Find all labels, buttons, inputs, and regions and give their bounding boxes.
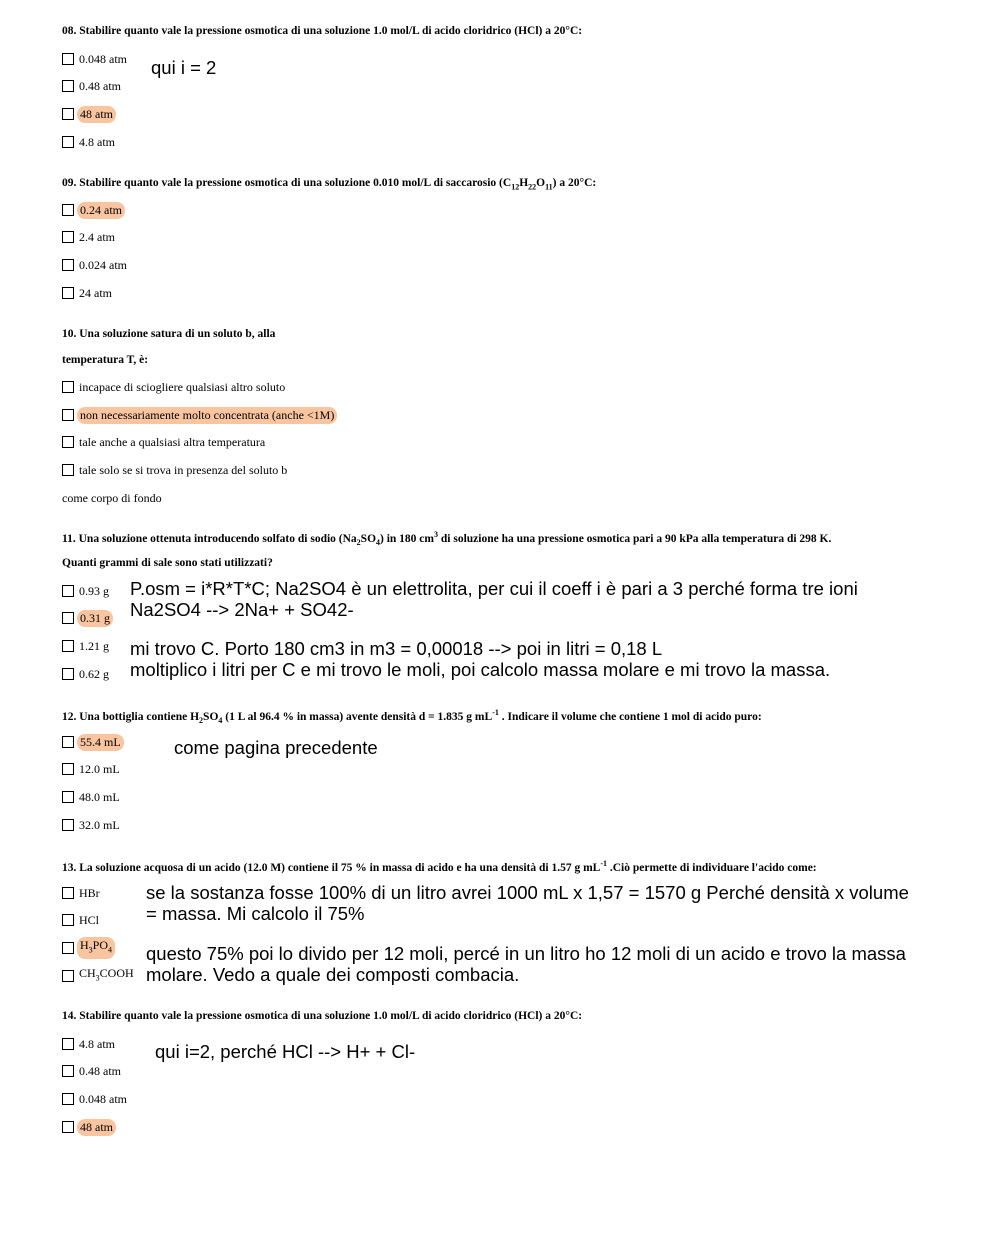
q13-note-4: molare. Vedo a quale dei composti combacia.: [146, 964, 520, 985]
q09-option-3[interactable]: [62, 256, 129, 274]
superscript: -1: [492, 708, 499, 717]
subscript: 11: [545, 182, 553, 192]
q09-option-2[interactable]: [62, 228, 117, 246]
checkbox[interactable]: [62, 970, 74, 982]
checkbox[interactable]: [62, 231, 74, 243]
subscript: 2: [199, 716, 204, 726]
q13-note-3: questo 75% poi lo divido per 12 moli, percé in un litro ho 12 moli di un acido e trovo la massa: [146, 943, 906, 964]
option-label-highlighted: [77, 937, 115, 958]
q09-option-4[interactable]: [62, 284, 114, 302]
option-label-highlighted: non necessariamente molto concentrata (anche <1M): [77, 407, 337, 424]
checkbox[interactable]: [62, 436, 74, 448]
subscript: 3: [88, 945, 93, 955]
formula-part: PO: [92, 938, 109, 953]
formula-part: H: [80, 938, 89, 953]
option-label: 32.0 mL: [79, 817, 120, 832]
subscript: 4: [218, 716, 223, 726]
q14-option-2[interactable]: [62, 1062, 123, 1080]
q11-note-3: mi trovo C. Porto 180 cm3 in m3 = 0,00018 --> poi in litri = 0,18 L: [130, 638, 663, 659]
option-label: 0.48 atm: [79, 78, 121, 93]
title-text: .Ciò permette di individuare l'acido come:: [607, 861, 817, 874]
subscript: 4: [108, 945, 113, 955]
option-label: 24 atm: [79, 285, 112, 300]
q10-option-2[interactable]: [62, 406, 337, 424]
q11-option-4[interactable]: [62, 665, 111, 683]
title-text: ) in 180 cm: [380, 532, 434, 545]
question-11-title-line2: Quanti grammi di sale sono stati utilizzati?: [62, 557, 273, 569]
option-label: 48.0 mL: [79, 789, 120, 804]
q09-option-1[interactable]: [62, 201, 125, 219]
title-text: . Indicare il volume che contiene 1 mol di acido puro:: [498, 710, 762, 723]
title-text: 11. Una soluzione ottenuta introducendo solfato di sodio (Na: [62, 532, 357, 545]
q12-option-3[interactable]: [62, 788, 122, 806]
q12-note: come pagina precedente: [174, 737, 378, 758]
option-label: incapace di sciogliere qualsiasi altro soluto: [79, 379, 286, 394]
checkbox[interactable]: [62, 763, 74, 775]
option-label: [77, 965, 136, 986]
title-text: (1 L al 96.4 % in massa) avente densità d = 1.835 g mL: [222, 710, 493, 723]
option-label-highlighted: 0.24 atm: [77, 202, 125, 219]
checkbox[interactable]: [62, 1093, 74, 1105]
checkbox[interactable]: [62, 136, 74, 148]
option-label: 4.8 atm: [79, 134, 115, 149]
q13-option-4[interactable]: [62, 967, 136, 985]
subscript: 12: [511, 182, 520, 192]
question-10-title-line2: temperatura T, è:: [62, 354, 149, 366]
checkbox[interactable]: [62, 819, 74, 831]
subscript: 3: [95, 973, 100, 983]
q08-option-2[interactable]: [62, 77, 123, 95]
checkbox[interactable]: [62, 381, 74, 393]
option-label-highlighted: 0.31 g: [77, 610, 113, 627]
title-text: di soluzione ha una pressione osmotica pari a 90 kPa alla temperatura di 298 K.: [438, 532, 832, 545]
option-label: tale solo se si trova in presenza del soluto b: [79, 462, 288, 477]
checkbox[interactable]: [62, 612, 74, 624]
q10-option-1[interactable]: [62, 378, 287, 396]
checkbox[interactable]: [62, 640, 74, 652]
option-label: 12.0 mL: [79, 761, 120, 776]
q11-note-1: P.osm = i*R*T*C; Na2SO4 è un elettrolita, per cui il coeff i è pari a 3 perché forma tre ioni: [130, 578, 858, 599]
checkbox[interactable]: [62, 914, 74, 926]
checkbox[interactable]: [62, 204, 74, 216]
option-label: HCl: [79, 912, 100, 927]
title-text: O: [536, 177, 546, 189]
checkbox[interactable]: [62, 887, 74, 899]
question-09-title: [62, 177, 596, 191]
option-label: HBr: [79, 885, 100, 900]
q13-option-1[interactable]: [62, 884, 102, 902]
q14-note: qui i=2, perché HCl --> H+ + Cl-: [155, 1041, 416, 1062]
q11-option-2[interactable]: [62, 609, 113, 627]
q10-option-4[interactable]: [62, 461, 289, 479]
checkbox[interactable]: [62, 1038, 74, 1050]
title-text: SO: [203, 710, 219, 723]
checkbox[interactable]: [62, 80, 74, 92]
q08-note: qui i = 2: [151, 57, 217, 78]
checkbox[interactable]: [62, 259, 74, 271]
q10-option-3[interactable]: [62, 433, 267, 451]
option-label: 0.48 atm: [79, 1063, 121, 1078]
title-text: 13. La soluzione acquosa di un acido (12.0 M) contiene il 75 % in massa di acido e ha una densità di 1.57 g mL: [62, 861, 601, 874]
q14-option-1[interactable]: [62, 1035, 117, 1053]
subscript: 2: [356, 538, 361, 548]
q11-note-4: moltiplico i litri per C e mi trovo le moli, poi calcolo massa molare e mi trovo la massa.: [130, 659, 831, 680]
question-10-title-line1: 10. Una soluzione satura di un soluto b, alla: [62, 328, 276, 340]
q10-option-4-continuation: come corpo di fondo: [62, 491, 162, 505]
q11-option-3[interactable]: [62, 637, 111, 655]
title-text: 09. Stabilire quanto vale la pressione osmotica di una soluzione 0.010 mol/L di saccarosio (C: [62, 177, 512, 189]
q11-option-1[interactable]: [62, 582, 111, 600]
option-label: tale anche a qualsiasi altra temperatura: [79, 434, 266, 449]
option-label-highlighted: 48 atm: [77, 1119, 116, 1136]
q12-option-1[interactable]: [62, 733, 124, 751]
formula-part: CH: [79, 966, 96, 981]
option-label-highlighted: 55.4 mL: [77, 734, 124, 751]
checkbox[interactable]: [62, 287, 74, 299]
superscript: -1: [600, 859, 607, 868]
checkbox[interactable]: [62, 108, 74, 120]
option-label: 0.93 g: [79, 583, 109, 598]
checkbox[interactable]: [62, 736, 74, 748]
checkbox[interactable]: [62, 668, 74, 680]
title-text: H: [519, 177, 529, 189]
option-label: 0.048 atm: [79, 1091, 127, 1106]
q08-option-1[interactable]: [62, 50, 129, 68]
q14-option-4[interactable]: [62, 1118, 116, 1136]
subscript: 4: [376, 538, 381, 548]
q12-option-4[interactable]: [62, 816, 122, 834]
question-11-title: [62, 530, 831, 547]
question-13-title: [62, 859, 817, 874]
option-label: 0.62 g: [79, 666, 109, 681]
option-label: 4.8 atm: [79, 1036, 115, 1051]
checkbox[interactable]: [62, 942, 74, 954]
formula-part: COOH: [99, 966, 134, 981]
subscript: 22: [528, 182, 537, 192]
question-08-title: 08. Stabilire quanto vale la pressione osmotica di una soluzione 1.0 mol/L di acido cloridrico (HCl) a 20°C:: [62, 25, 583, 37]
title-text: ) a 20°C:: [552, 177, 597, 189]
option-label: 0.048 atm: [79, 51, 127, 66]
checkbox[interactable]: [62, 464, 74, 476]
q13-note-1: se la sostanza fosse 100% di un litro avrei 1000 mL x 1,57 = 1570 g Perché densità x volume: [146, 882, 909, 903]
checkbox[interactable]: [62, 585, 74, 597]
checkbox[interactable]: [62, 791, 74, 803]
title-text: 12. Una bottiglia contiene H: [62, 710, 200, 723]
q12-option-2[interactable]: [62, 760, 122, 778]
q13-option-3[interactable]: [62, 939, 115, 957]
option-label: 1.21 g: [79, 638, 109, 653]
q13-note-2: = massa. Mi calcolo il 75%: [146, 903, 365, 924]
checkbox[interactable]: [62, 1065, 74, 1077]
checkbox[interactable]: [62, 53, 74, 65]
q14-option-3[interactable]: [62, 1090, 129, 1108]
q08-option-4[interactable]: [62, 133, 117, 151]
question-14-title: 14. Stabilire quanto vale la pressione osmotica di una soluzione 1.0 mol/L di acido cloridrico (HCl) a 20°C:: [62, 1010, 583, 1022]
superscript: 3: [434, 530, 438, 539]
q08-option-3[interactable]: [62, 105, 116, 123]
checkbox[interactable]: [62, 1121, 74, 1133]
option-label: 2.4 atm: [79, 229, 115, 244]
title-text: SO: [360, 532, 377, 545]
option-label: 0.024 atm: [79, 257, 127, 272]
q11-note-2: Na2SO4 --> 2Na+ + SO42-: [130, 599, 354, 620]
checkbox[interactable]: [62, 409, 74, 421]
q13-option-2[interactable]: [62, 911, 101, 929]
question-12-title: [62, 708, 762, 725]
option-label-highlighted: 48 atm: [77, 106, 116, 123]
